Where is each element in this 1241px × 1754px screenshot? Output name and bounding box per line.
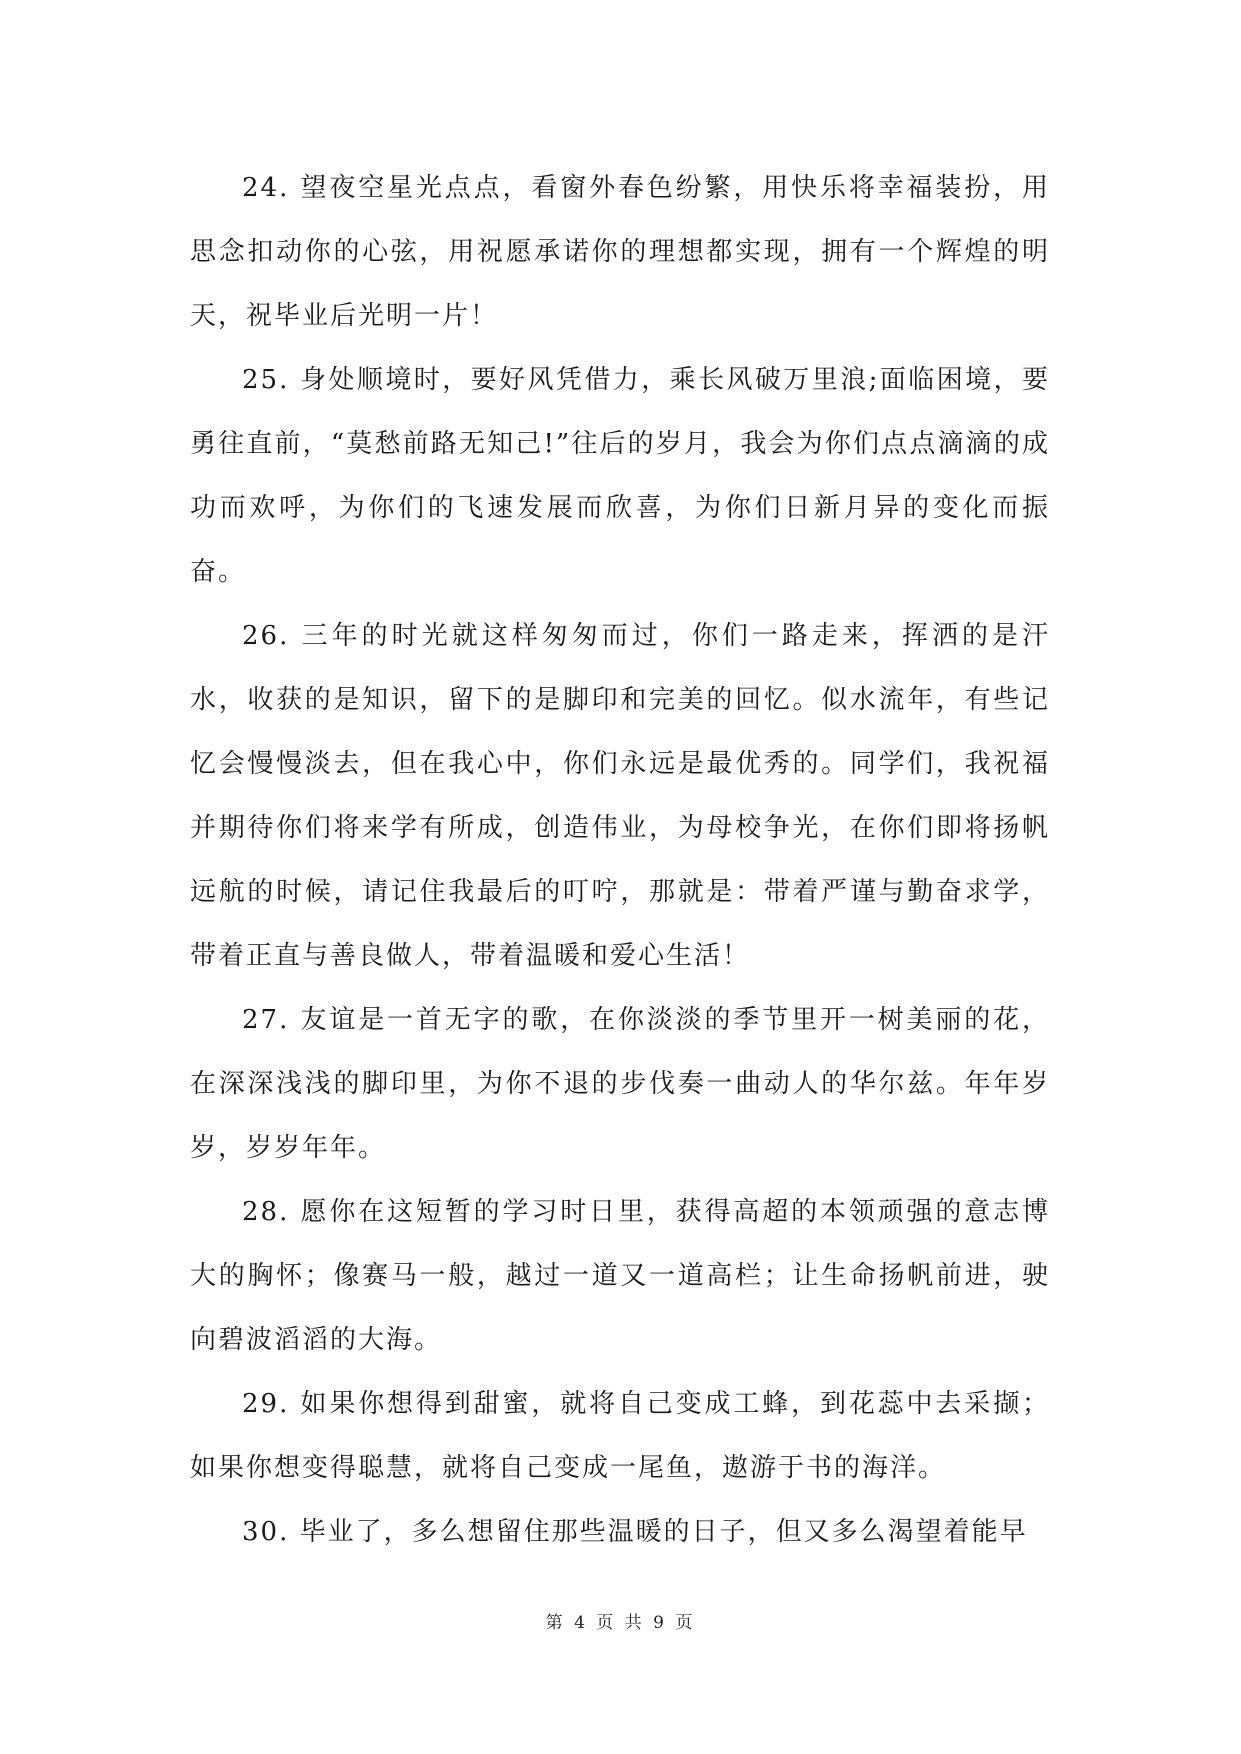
- paragraph-29: 29. 如果你想得到甜蜜，就将自己变成工蜂，到花蕊中去采撷；如果你想变得聪慧，就将自己变成一尾鱼，遨游于书的海洋。: [190, 1389, 1050, 1483]
- page-number-text: 第 4 页 共 9 页: [545, 1613, 696, 1633]
- paragraph-30: 30. 毕业了，多么想留住那些温暖的日子，但又多么渴望着能早: [242, 1517, 1028, 1547]
- document-body: [190, 156, 1050, 1564]
- paragraph-25: 25. 身处顺境时，要好风凭借力，乘长风破万里浪;面临困境，要勇往直前，“莫愁前路无知己!”往后的岁月，我会为你们点点滴滴的成功而欢呼，为你们的飞速发展而欣喜，为你们日新月异的变化而振奋。: [190, 365, 1050, 587]
- page-number-footer: [0, 1608, 1241, 1633]
- paragraph-26: 26. 三年的时光就这样匆匆而过，你们一路走来，挥洒的是汗水，收获的是知识，留下的是脚印和完美的回忆。似水流年，有些记忆会慢慢淡去，但在我心中，你们永远是最优秀的。同学们，我祝福并期待你们将来学有所成，创造伟业，为母校争光，在你们即将扬帆远航的时候，请记住我最后的叮咛，那就是：带着严谨与勤奋求学，带着正直与善良做人，带着温暖和爱心生活！: [190, 621, 1050, 971]
- paragraph-27: 27. 友谊是一首无字的歌，在你淡淡的季节里开一树美丽的花，在深深浅浅的脚印里，为你不退的步伐奏一曲动人的华尔兹。年年岁岁，岁岁年年。: [190, 1005, 1050, 1163]
- paragraph-28: 28. 愿你在这短暂的学习时日里，获得高超的本领顽强的意志博大的胸怀；像赛马一般，越过一道又一道高栏；让生命扬帆前进，驶向碧波滔滔的大海。: [190, 1197, 1050, 1355]
- paragraph-24: 24. 望夜空星光点点，看窗外春色纷繁，用快乐将幸福装扮，用思念扣动你的心弦，用祝愿承诺你的理想都实现，拥有一个辉煌的明天，祝毕业后光明一片！: [190, 173, 1050, 331]
